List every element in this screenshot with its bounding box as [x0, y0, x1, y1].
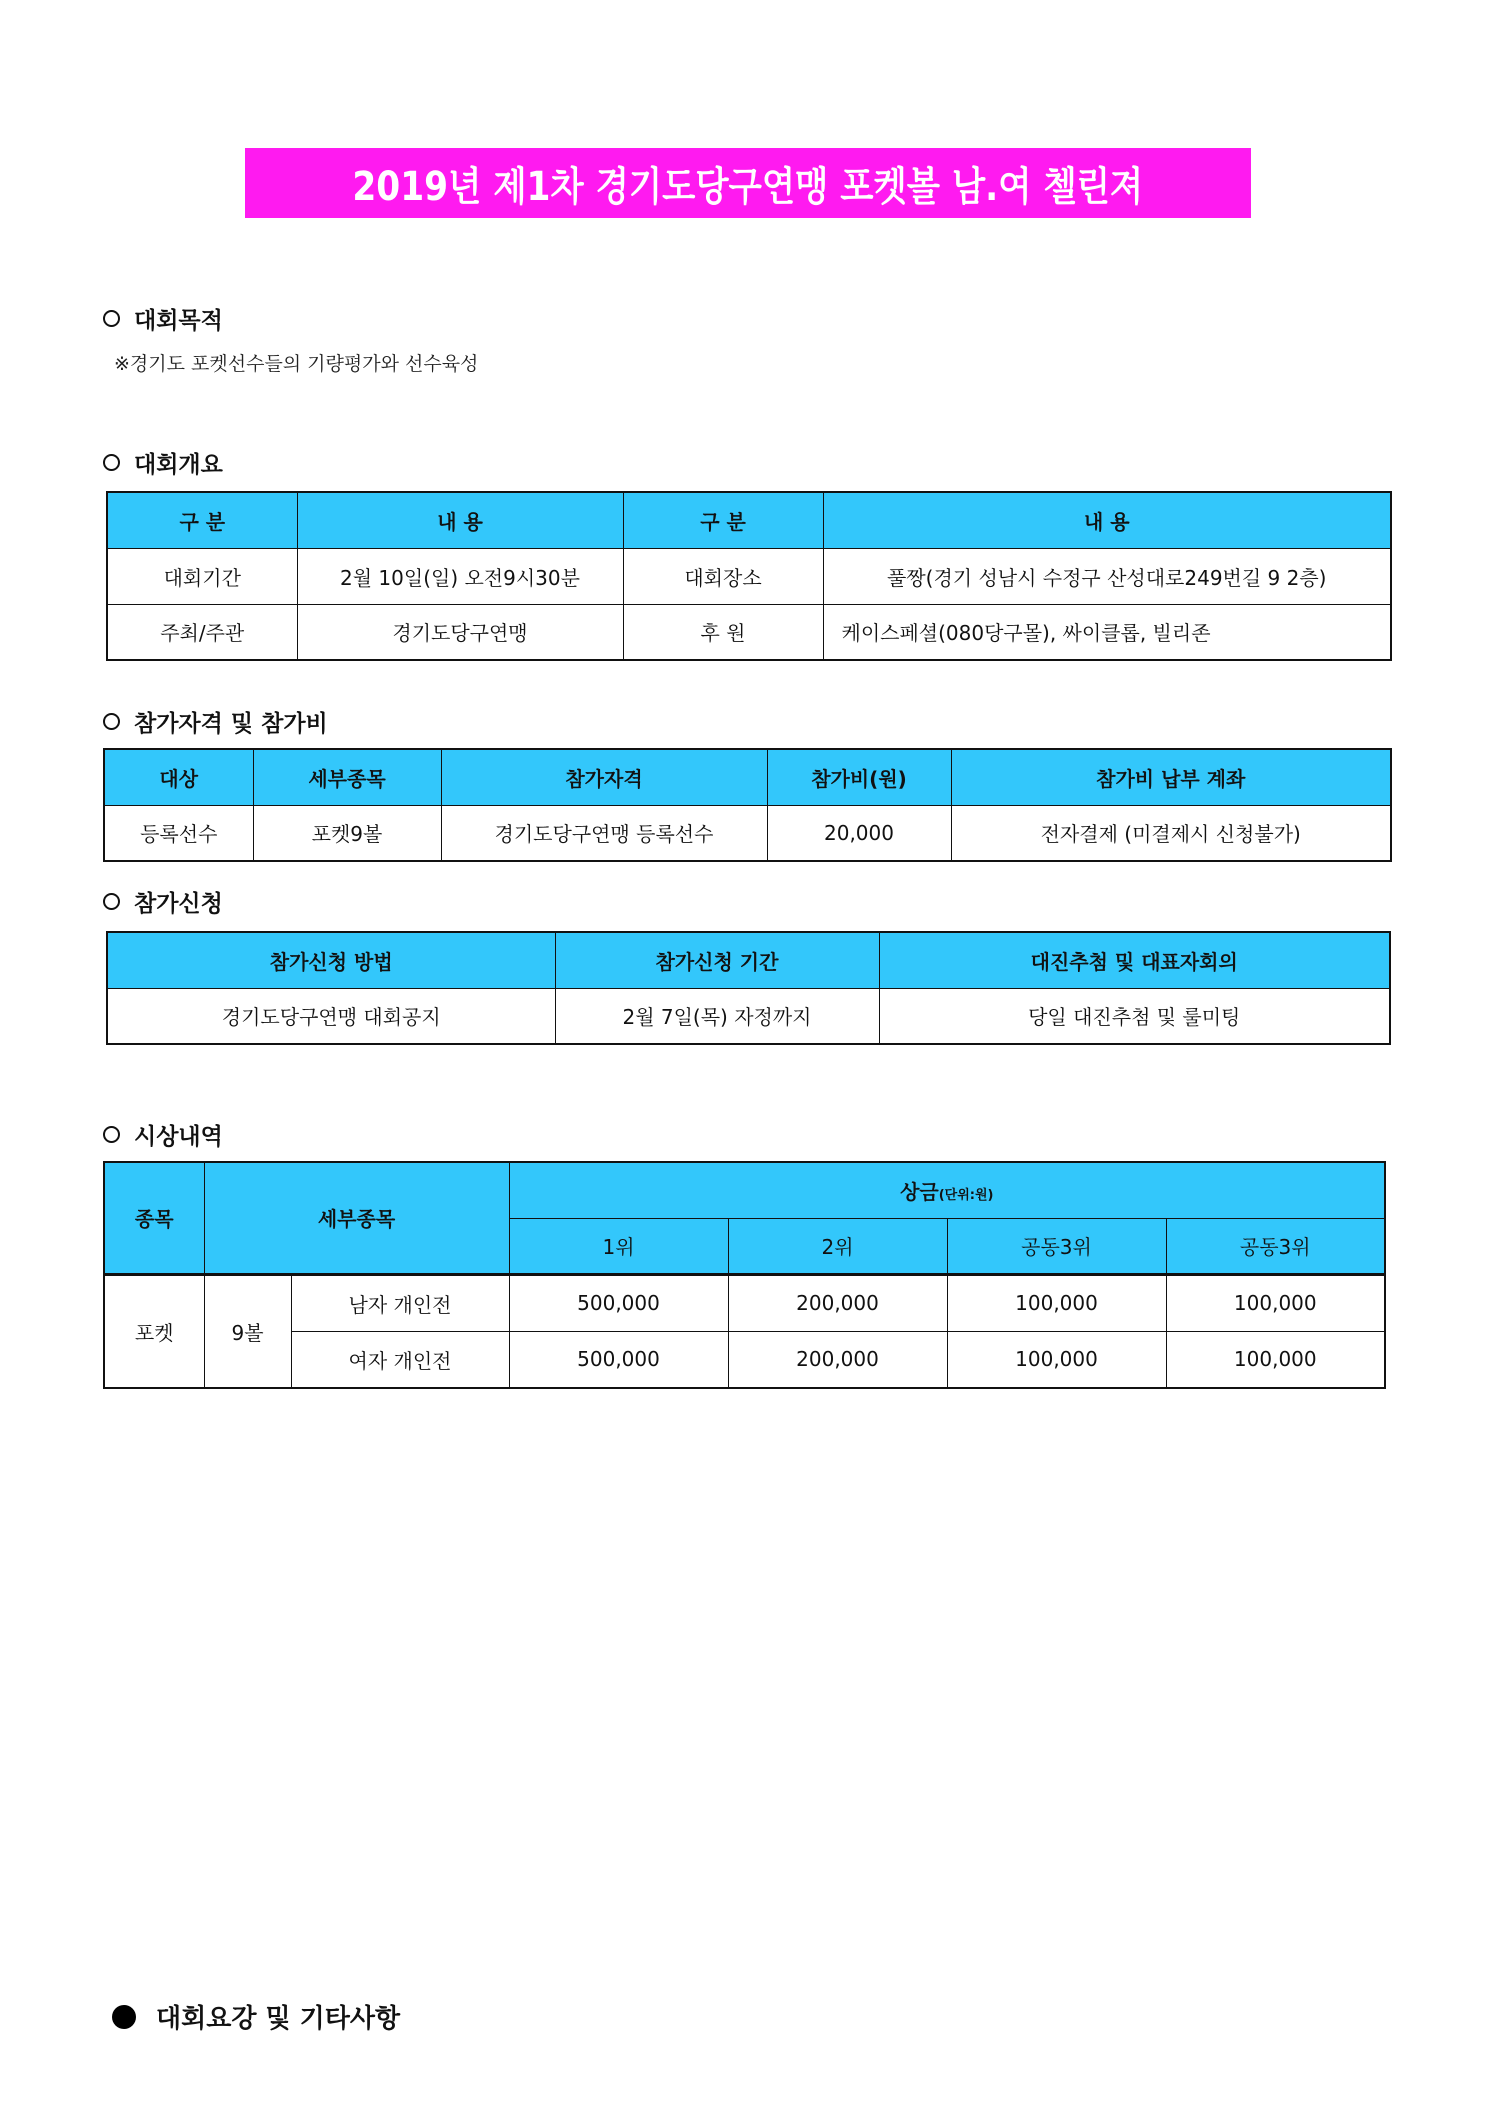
table-cell: 100,000	[947, 1274, 1166, 1331]
table-cell: 100,000	[947, 1331, 1166, 1388]
table-cell: 100,000	[1166, 1331, 1385, 1388]
table-header-cell: 참가비 납부 계좌	[951, 749, 1391, 805]
table-row	[104, 1274, 1385, 1331]
table-cell: 200,000	[728, 1274, 947, 1331]
section-heading-application	[103, 885, 223, 918]
table-row	[104, 1331, 1385, 1388]
table-cell: 20,000	[767, 805, 951, 861]
table-header-cell: 구 분	[107, 492, 297, 548]
rank-header-cell: 2위	[728, 1218, 947, 1274]
circle-bullet-icon	[103, 1126, 120, 1143]
circle-bullet-icon	[103, 310, 120, 327]
table-header-cell: 종목	[104, 1162, 204, 1274]
table-header-cell: 대진추첨 및 대표자회의	[879, 932, 1390, 988]
rank-header-cell: 1위	[509, 1218, 728, 1274]
prizes-heading-label: 시상내역	[134, 1124, 223, 1150]
table-row	[107, 988, 1390, 1044]
circle-bullet-icon	[103, 454, 120, 471]
eligibility-heading-label: 참가자격 및 참가비	[134, 711, 328, 737]
purpose-note: ※경기도 포켓선수들의 기량평가와 선수육성	[114, 353, 479, 375]
table-cell: 후 원	[623, 604, 823, 660]
section-heading-eligibility	[103, 705, 328, 738]
prizes-table	[103, 1161, 1386, 1389]
prize-header-label: 상금	[900, 1179, 939, 1204]
table-cell: 포켓	[104, 1274, 204, 1388]
table-cell: 케이스페셜(080당구몰), 싸이클롭, 빌리존	[823, 604, 1391, 660]
circle-bullet-icon	[103, 713, 120, 730]
table-header-cell: 내 용	[297, 492, 623, 548]
table-header-cell: 세부종목	[204, 1162, 509, 1274]
overview-table	[106, 491, 1392, 661]
table-cell: 경기도당구연맹	[297, 604, 623, 660]
prize-unit-label: (단위:원)	[938, 1187, 994, 1203]
table-cell: 2월 7일(목) 자정까지	[555, 988, 879, 1044]
table-header-cell: 내 용	[823, 492, 1391, 548]
footer-heading-label: 대회요강 및 기타사항	[156, 2004, 401, 2034]
table-header-cell: 참가신청 기간	[555, 932, 879, 988]
application-heading-label: 참가신청	[134, 891, 223, 917]
overview-heading-label: 대회개요	[134, 452, 223, 478]
section-heading-purpose	[103, 302, 223, 335]
filled-circle-bullet-icon	[112, 2005, 136, 2029]
table-cell: 전자결제 (미결제시 신청불가)	[951, 805, 1391, 861]
table-cell: 200,000	[728, 1331, 947, 1388]
eligibility-table	[103, 748, 1392, 862]
table-cell: 대회기간	[107, 548, 297, 604]
table-header-cell: 참가자격	[441, 749, 767, 805]
table-cell: 등록선수	[104, 805, 253, 861]
section-heading-overview	[103, 446, 223, 479]
table-header-cell: 세부종목	[253, 749, 441, 805]
application-table	[106, 931, 1391, 1045]
table-cell: 당일 대진추첨 및 룰미팅	[879, 988, 1390, 1044]
table-header-row	[107, 932, 1390, 988]
table-row	[107, 548, 1391, 604]
table-cell: 500,000	[509, 1274, 728, 1331]
table-cell: 경기도당구연맹 대회공지	[107, 988, 555, 1044]
table-row	[107, 604, 1391, 660]
table-header-row	[107, 492, 1391, 548]
table-header-cell: 참가비(원)	[767, 749, 951, 805]
document-title-banner	[245, 148, 1251, 218]
table-cell: 2월 10일(일) 오전9시30분	[297, 548, 623, 604]
table-cell: 대회장소	[623, 548, 823, 604]
rank-header-cell: 공동3위	[1166, 1218, 1385, 1274]
table-cell: 100,000	[1166, 1274, 1385, 1331]
section-heading-prizes	[103, 1118, 223, 1151]
document-title: 2019년 제1차 경기도당구연맹 포켓볼 남.여 첼린져	[352, 163, 1144, 210]
footer-heading	[112, 1998, 400, 2035]
table-header-cell: 참가신청 방법	[107, 932, 555, 988]
table-cell: 500,000	[509, 1331, 728, 1388]
rank-header-cell: 공동3위	[947, 1218, 1166, 1274]
table-header-cell: 대상	[104, 749, 253, 805]
table-cell: 풀짱(경기 성남시 수정구 산성대로249번길 9 2층)	[823, 548, 1391, 604]
table-cell: 9볼	[204, 1274, 291, 1388]
circle-bullet-icon	[103, 893, 120, 910]
table-header-row	[104, 1162, 1385, 1218]
table-row	[104, 805, 1391, 861]
table-header-cell: 구 분	[623, 492, 823, 548]
table-cell: 포켓9볼	[253, 805, 441, 861]
table-header-row	[104, 749, 1391, 805]
table-cell: 남자 개인전	[291, 1274, 509, 1331]
prize-header-cell	[509, 1162, 1385, 1218]
purpose-heading-label: 대회목적	[134, 308, 223, 334]
table-cell: 경기도당구연맹 등록선수	[441, 805, 767, 861]
table-cell: 주최/주관	[107, 604, 297, 660]
table-cell: 여자 개인전	[291, 1331, 509, 1388]
